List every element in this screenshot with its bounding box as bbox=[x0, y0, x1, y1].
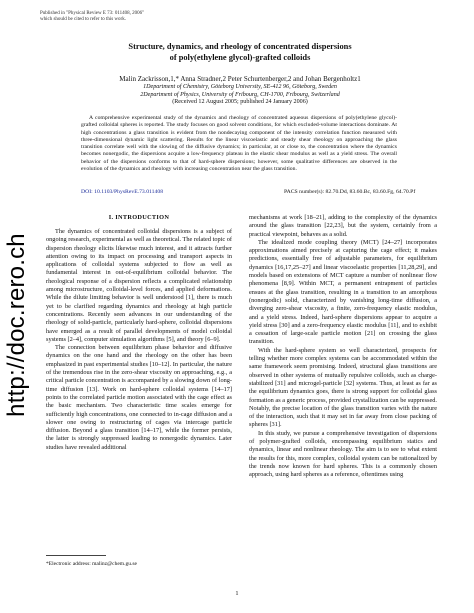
repository-url[interactable]: http://doc.rero.ch bbox=[3, 233, 30, 417]
paragraph: In this study, we pursue a comprehensive investigation of dispersions of polymer-grafted colloids, encompassing equilibrium statics and dynamics, linear and nonlinear rheology. The aim is to see to what extent the results for this, more complex, colloidal system can be rationalized by the trends now known for hard spheres. This is a commonly chosen approach, using hard spheres as a reference, oftentimes using bbox=[249, 429, 437, 479]
affiliation-1: 1Department of Chemistry, Göteborg University, SE-412 96, Göteborg, Sweden bbox=[143, 84, 337, 90]
footnote: *Electronic address: malinz@chem.gu.se bbox=[46, 561, 137, 567]
author-list: Malin Zackrisson,1,* Anna Stradner,2 Peter Schurtenberger,2 and Johan Bergenholtz1 bbox=[119, 75, 361, 83]
received-dates: (Received 12 August 2005; published 24 January 2006) bbox=[172, 99, 308, 105]
paragraph: The idealized mode coupling theory (MCT) [24–27] incorporates approximations aimed precisely at capturing the cage effect; it makes predictions, essentially free of adjustable parameters, for equilibrium dynamics [16,17,25–27] and linear viscoelastic properties [11,28,29], and models based on extensions of MCT capture a number of nonlinear flow phenomena [8,9]. Within MCT, a permanent entrapment of particles ensues at the glass transition, resulting in a transition to an amorphous (nonergodic) solid, characterized by vanishing long-time diffusion, a diverging zero-shear viscosity, a finite, zero-frequency elastic modulus, and a yield stress. Indeed, hard-sphere dispersions appear to acquire a yield stress [30] and a zero-frequency elastic modulus [11], and to exhibit a cessation of large-scale particle motion [21] on crossing the glass transition. bbox=[249, 238, 437, 346]
doi-link[interactable]: DOI: 10.1103/PhysRevE.73.011408 bbox=[81, 189, 164, 195]
paper-title bbox=[50, 41, 430, 63]
right-column bbox=[249, 214, 437, 480]
paragraph: The connection between equilibrium phase behavior and diffusive dynamics on the one hand and the rheology on the other has been emphasized in past experimental studies [10–12]. In particular, the nature of the tremendous rise in the zero-shear viscosity on approaching, e.g., a critical particle concentration is accompanied by a slowing down of long-time diffusion [13]. Work on hard-sphere colloidal systems [14–17] points to the correlated particle motion associated with the cage effect as the basic mechanism. Two characteristic time scales emerge for sufficiently high concentrations, one connected to in-cage diffusion and a slower one owing to restructuring of cages via intercage particle diffusion. Beyond a glass transition [14–17], while the former persists, the latter is strongly suppressed leading to nonergodic dynamics. Later studies have revealed additional bbox=[46, 344, 232, 451]
title-line-2: of poly(ethylene glycol)-grafted colloids bbox=[169, 53, 311, 62]
pacs-numbers: PACS number(s): 82.70.Dd, 83.60.Bc, 83.60.Fg, 64.70.Pf bbox=[284, 189, 416, 195]
published-line: Published in "Physical Review E 73: 011408, 2006" bbox=[40, 11, 145, 16]
left-column bbox=[46, 228, 232, 452]
publication-note bbox=[40, 11, 144, 24]
paragraph: With the hard-sphere system so well characterized, prospects for telling whether more complex systems can be accommodated within the same framework seem promising. Indeed, structural glass transitions are observed in other systems of mutually repulsive colloids, such as charge-stabilized [31] and microgel-particle [32] systems. Thus, at least as far as the equilibrium dynamics goes, there is strong support for colloidal glass formation as a generic process, provided crystallization can be suppressed. Notably, the precise location of the glass transition varies with the nature of the interaction, such that it may set in far away from close packing of spheres [31]. bbox=[249, 346, 437, 429]
affiliations bbox=[50, 84, 430, 99]
title-line-1: Structure, dynamics, and rheology of concentrated dispersions bbox=[128, 42, 352, 51]
footnote-divider bbox=[46, 555, 106, 556]
cite-line: which should be cited to refer to this work. bbox=[40, 17, 126, 23]
affiliation-2: 2Department of Physics, University of Fribourg, CH-1700, Fribourg, Switzerland bbox=[140, 91, 340, 98]
paragraph: The dynamics of concentrated colloidal dispersions is a subject of ongoing research, experimental as well as theoretical. The related topic of dispersion rheology elicits likewise much interest, and it attracts further attention owing to its impact on processing and transport aspects in applications of colloidal systems subjected to flow as well as fundamental interest in out-of-equilibrium colloidal behavior. The rheological response of a dispersion reflects a complicated relationship among microstructure, colloidal-level forces, and applied deformations. While the dilute limiting behavior is well understood [1], there is much yet to be clarified regarding dynamics and rheology at high particle concentrations. Recently seen advances in our understanding of the rheology of solid-particle, particularly hard-sphere, colloidal dispersions have emerged as a result of parallel developments of model colloidal systems [2–4], computer simulation algorithms [5], and theory [6–9]. bbox=[46, 228, 232, 343]
repository-sidebar[interactable] bbox=[2, 225, 32, 425]
abstract: A comprehensive experimental study of the dynamics and rheology of concentrated aqueous dispersions of poly(ethylene glycol)-grafted colloidal spheres is reported. The study focuses on good solvent conditions, for which excluded-volume interactions dominate. At high concentrations a glass transition is evident from the nondecaying component of the intensity correlation function measured with three-dimensional dynamic light scattering. Results for the linear viscoelastic and steady shear rheology on approaching the glass transition correlate well with the slowing of the diffusive dynamics; in particular, at or close to, the concentration where the dynamics becomes nonergodic, the dispersions acquire a low-frequency plateau in the elastic shear modulus as well as a yield stress. The overall behavior of the dispersions conforms to that of hard-sphere dispersions; however, some qualitative differences are observed in the evolution of the dynamics and rheology with increasing concentration near the glass transition. bbox=[81, 115, 397, 173]
section-heading: I. INTRODUCTION bbox=[108, 214, 170, 221]
paragraph: mechanisms at work [18–21], adding to the complexity of the dynamics around the glass transition [22,23], but the system, certainly from a practical viewpoint, behaves as a solid. bbox=[249, 214, 437, 238]
page-number: 1 bbox=[235, 590, 239, 597]
